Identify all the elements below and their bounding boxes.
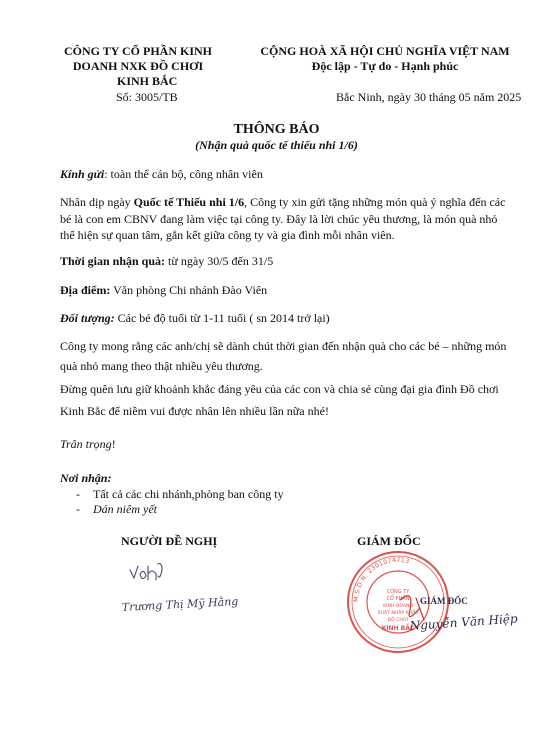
document-number: Số: 3005/TB bbox=[116, 90, 178, 104]
target-text: Các bé độ tuổi từ 1-11 tuổi ( sn 2014 trở lại) bbox=[114, 311, 330, 325]
recipient-item: Dán niêm yết bbox=[93, 502, 157, 516]
hope-line2: quà nhỏ mang theo thật nhiều yêu thương. bbox=[60, 359, 263, 373]
director-signature bbox=[380, 590, 530, 650]
greeting-label: Kính gửi bbox=[60, 167, 105, 181]
hope-paragraph bbox=[60, 336, 520, 376]
time-text: từ ngày 30/5 đến 31/5 bbox=[165, 254, 274, 268]
director-name-handwritten: Nguyễn Văn Hiệp bbox=[409, 611, 519, 633]
hope-line1: Công ty mong rằng các anh/chị sẽ dành chút thời gian đến nhận quà cho các bé – những món bbox=[60, 339, 507, 353]
proposer-name-handwritten: Trương Thị Mỹ Hằng bbox=[121, 594, 239, 614]
greeting-text: : toàn thể cán bộ, công nhân viên bbox=[104, 167, 263, 181]
svg-text:CỔ PHẦN: CỔ PHẦN bbox=[386, 596, 410, 602]
svg-text:CÔNG TY: CÔNG TY bbox=[386, 589, 410, 595]
recipient-bullet: - bbox=[76, 502, 80, 516]
place-label: Địa điểm: bbox=[60, 283, 111, 297]
greeting bbox=[60, 165, 520, 184]
target-line bbox=[60, 309, 520, 328]
nation-title: CỘNG HOÀ XÃ HỘI CHỦ NGHĨA VIỆT NAM bbox=[260, 44, 510, 58]
remind-line2: Kinh Bắc để niềm vui được nhân lên nhiều lần nữa nhé! bbox=[60, 404, 329, 418]
time-line bbox=[60, 252, 520, 271]
intro-line1 bbox=[60, 193, 520, 212]
intro-text-a: Nhân dịp ngày bbox=[60, 195, 134, 209]
proposer-signature bbox=[118, 556, 268, 636]
svg-text:ĐỒ CHƠI: ĐỒ CHƠI bbox=[387, 618, 409, 623]
place-date: Bắc Ninh, ngày 30 tháng 05 năm 2025 bbox=[336, 90, 522, 104]
recipients-label: Nơi nhận: bbox=[60, 471, 112, 485]
regards bbox=[60, 435, 520, 454]
company-name-line2: DOANH NXK ĐỒ CHƠI bbox=[72, 59, 204, 73]
svg-text:KINH DOANH: KINH DOANH bbox=[383, 604, 413, 609]
company-name-line1: CÔNG TY CỔ PHẦN KINH bbox=[63, 44, 212, 58]
time-label: Thời gian nhận quà: bbox=[60, 254, 166, 268]
stamp-ring-text: M.S.D.N: 2301074713 bbox=[352, 556, 411, 603]
remind-line1: Đừng quên lưu giữ khoảnh khắc đáng yêu của các con và chia sẻ cùng đại gia đình Đồ chơi bbox=[60, 382, 499, 396]
intro-text-b: , Công ty xin gửi tặng những món quà ý nghĩa đến các bbox=[244, 195, 506, 209]
intro-line3: thể hiện sự quan tâm, gắn kết giữa công ty và gia đình mỗi nhân viên. bbox=[60, 228, 395, 242]
document-subtitle: (Nhận quà quốc tế thiếu nhi 1/6) bbox=[195, 138, 358, 152]
svg-text:XUẤT NHẬP KHẨU: XUẤT NHẬP KHẨU bbox=[377, 611, 419, 616]
recipient-item: Tất cả các chi nhánh,phòng ban công ty bbox=[93, 487, 284, 501]
regards-text: Trân trọng bbox=[60, 437, 112, 451]
regards-mark: ! bbox=[111, 437, 116, 451]
target-label: Đối tượng: bbox=[60, 311, 115, 325]
nation-header bbox=[240, 44, 530, 74]
intro-line2: bé là con em CBNV đang làm việc tại công ty. Đây là lời chúc yêu thương, là món quà nhỏ bbox=[60, 211, 498, 226]
recipient-bullet: - bbox=[76, 487, 80, 501]
intro-paragraph bbox=[60, 193, 520, 245]
director-title: GIÁM ĐỐC bbox=[357, 534, 421, 548]
stamp-center-text: KINH BẮC bbox=[381, 625, 415, 632]
remind-paragraph bbox=[60, 378, 520, 422]
place-line bbox=[60, 281, 520, 300]
document-title: THÔNG BÁO bbox=[233, 122, 320, 137]
intro-highlight: Quốc tế Thiếu nhi 1/6 bbox=[133, 195, 245, 209]
place-text: Văn phòng Chi nhánh Đào Viên bbox=[110, 283, 268, 297]
proposer-title: NGƯỜI ĐỀ NGHỊ bbox=[121, 534, 218, 548]
company-header bbox=[48, 44, 228, 89]
director-role-label: GIÁM ĐỐC bbox=[420, 596, 468, 606]
company-name-line3: KINH BẮC bbox=[117, 74, 178, 88]
nation-motto: Độc lập - Tự do - Hạnh phúc bbox=[311, 59, 459, 73]
